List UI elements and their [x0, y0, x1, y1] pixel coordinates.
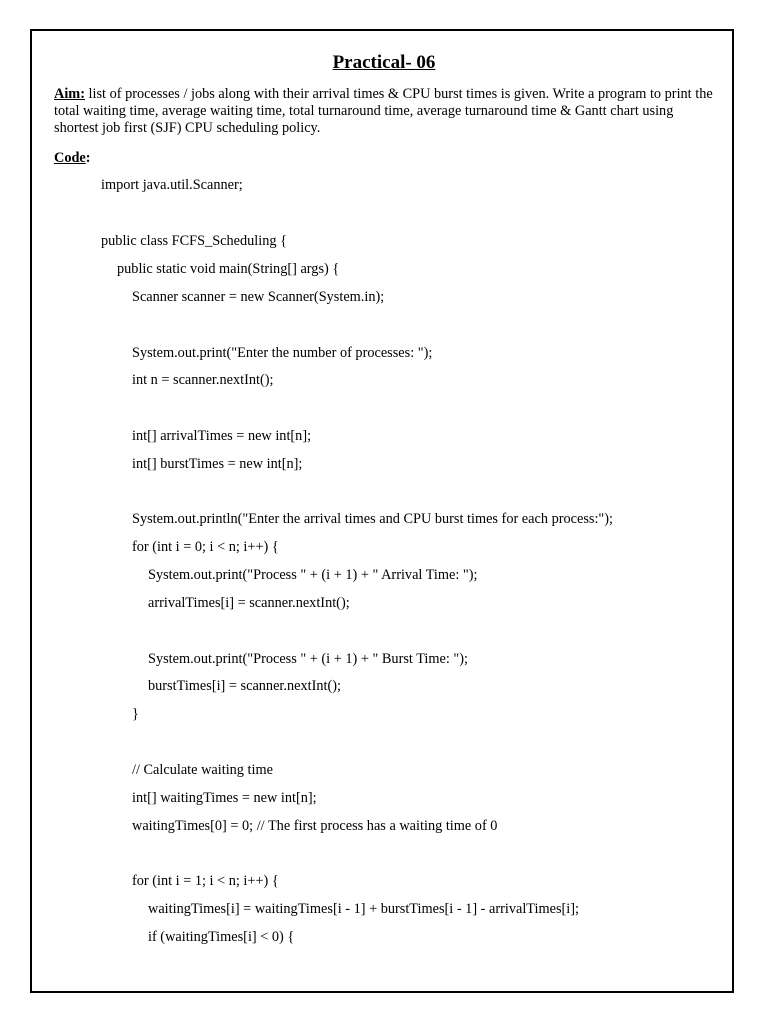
page-title: Practical- 06	[332, 52, 436, 73]
code-line: System.out.print("Enter the number of processes: ");	[132, 345, 433, 361]
code-line: Scanner scanner = new Scanner(System.in);	[132, 289, 385, 305]
code-line: int[] arrivalTimes = new int[n];	[132, 428, 312, 444]
code-line: public static void main(String[] args) {	[117, 261, 340, 277]
code-line: int[] burstTimes = new int[n];	[132, 456, 303, 472]
code-line: public class FCFS_Scheduling {	[101, 233, 287, 249]
code-line: System.out.println("Enter the arrival times and CPU burst times for each process:");	[132, 511, 613, 527]
code-line: burstTimes[i] = scanner.nextInt();	[148, 678, 341, 694]
code-line: arrivalTimes[i] = scanner.nextInt();	[148, 595, 350, 611]
code-line: System.out.print("Process " + (i + 1) + " Burst Time: ");	[148, 651, 468, 667]
code-line: int[] waitingTimes = new int[n];	[132, 790, 317, 806]
code-label-colon: :	[85, 150, 91, 166]
code-line: waitingTimes[0] = 0; // The first process has a waiting time of 0	[132, 818, 498, 834]
aim-paragraph	[54, 86, 716, 137]
code-line: waitingTimes[i] = waitingTimes[i - 1] + burstTimes[i - 1] - arrivalTimes[i];	[148, 901, 579, 917]
code-line: for (int i = 0; i < n; i++) {	[132, 539, 279, 555]
code-line: System.out.print("Process " + (i + 1) + " Arrival Time: ");	[148, 567, 478, 583]
code-line: import java.util.Scanner;	[101, 177, 243, 193]
code-line: if (waitingTimes[i] < 0) {	[148, 929, 295, 945]
code-label	[54, 150, 91, 167]
aim-text: list of processes / jobs along with their arrival times & CPU burst times is given. Write a program to print the total waiting time, average waiting time, total turnaround time, average turnaround time & Gantt chart using shortest job first (SJF) CPU scheduling policy.	[54, 86, 713, 136]
code-label-text: Code	[54, 150, 86, 166]
code-line: for (int i = 1; i < n; i++) {	[132, 873, 279, 889]
code-line: }	[132, 706, 139, 722]
aim-label: Aim:	[54, 86, 85, 102]
code-line: int n = scanner.nextInt();	[132, 372, 274, 388]
code-line: // Calculate waiting time	[132, 762, 273, 778]
